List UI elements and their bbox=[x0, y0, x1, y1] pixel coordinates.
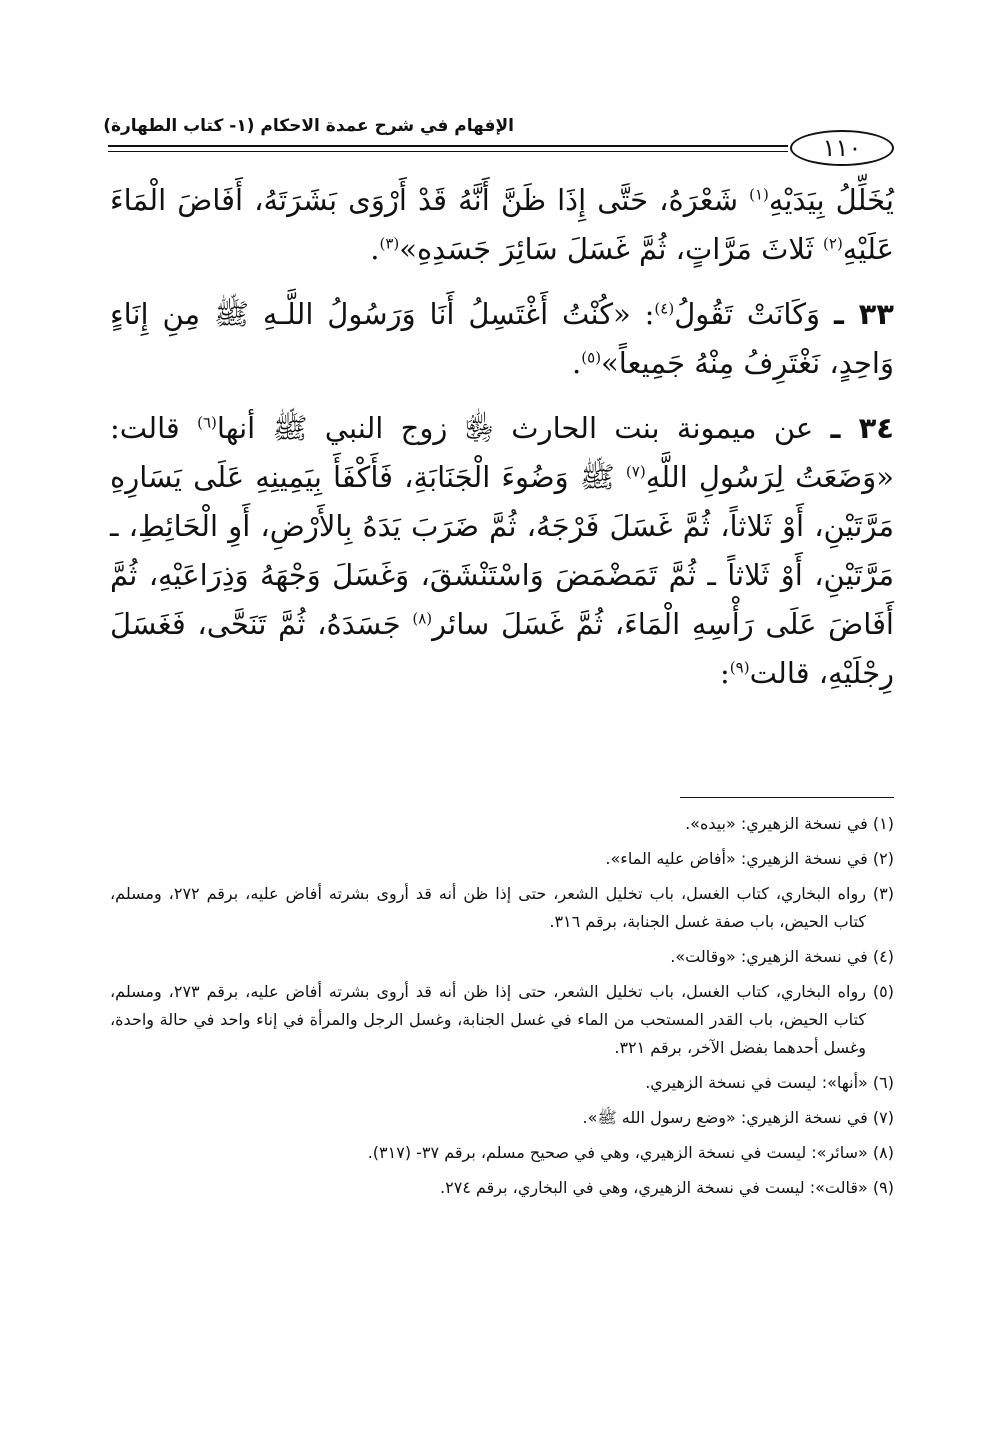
hadith-number: ٣٤ ـ bbox=[830, 411, 895, 445]
footnote-divider bbox=[680, 797, 894, 798]
running-title: الإفهام في شرح عمدة الاحكام (١- كتاب الطهارة) bbox=[103, 116, 514, 136]
hadith-34: ٣٤ ـ عن ميمونة بنت الحارث ﵂ زوج النبي ﷺ أنها$^{(٦)}$ قالت: «وَضَعَتُ لِرَسُولِ اللَّهِ$^{(٧)}$ ﷺ وَضُوءَ الْجَنَابَةِ، فَأَكْفَأَ بِيَمِينِهِ عَلَى يَسَارِهِ مَرَّتَيْنِ، أَوْ ثَلاثاً، ثُمَّ غَسَلَ فَرْجَهُ، ثُمَّ ضَرَبَ يَدَهُ بِالأَرْضِ، أَوِ الْحَائِطِ، ـ مَرَّتَيْنِ، أَوْ ثَلاثاً ـ ثُمَّ تَمَضْمَضَ وَاسْتَنْشَقَ، وَغَسَلَ وَجْهَهُ وَذِرَاعَيْهِ، ثُمَّ أَفَاضَ عَلَى رَأْسِهِ الْمَاءَ، ثُمَّ غَسَلَ سائر$^{(٨)}$ جَسَدَهُ، ثُمَّ تَنَحَّى، فَغَسَلَ رِجْلَيْهِ، قالت$^{(٩)}$: bbox=[110, 411, 895, 690]
footnote: (٣) رواه البخاري، كتاب الغسل، باب تخليل الشعر، حتى إذا ظن أنه قد أروى بشرته أفاض عليه، برقم ٢٧٢، ومسلم، كتاب الحيض، باب صفة غسل الجنابة، برقم ٣١٦. bbox=[110, 884, 894, 931]
footnote-ref: (٢) bbox=[823, 234, 843, 253]
footnote: (٩) «قالت»: ليست في نسخة الزهيري، وهي في البخاري، برقم ٢٧٤. bbox=[440, 1178, 894, 1197]
footnote-ref: (٧) bbox=[625, 462, 646, 481]
header-rule-thin bbox=[108, 151, 788, 152]
footnote: (٨) «سائر»: ليست في نسخة الزهيري، وهي في صحيح مسلم، برقم ٣٧- (٣١٧). bbox=[367, 1143, 894, 1162]
footnotes bbox=[110, 810, 894, 1209]
footnote-ref: (٦) bbox=[197, 413, 217, 432]
footnote: (٤) في نسخة الزهيري: «وقالت». bbox=[670, 947, 894, 966]
header-rule bbox=[108, 145, 788, 147]
hadith-33: ٣٣ ـ وَكَانَتْ تَقُولُ$^{(٤)}$: «كُنْتُ أَغْتَسِلُ أَنَا وَرَسُولُ اللَّـهِ ﷺ مِنِ إِنَاءٍ وَاحِدٍ، نَغْتَرِفُ مِنْهُ جَمِيعاً»$^{(٥)}$. bbox=[110, 297, 895, 380]
footnote: (٦) «أنها»: ليست في نسخة الزهيري. bbox=[645, 1073, 894, 1092]
footnote-ref: (٩) bbox=[729, 658, 750, 677]
page-number: ١١٠ bbox=[790, 130, 894, 166]
main-text bbox=[110, 176, 894, 698]
footnote: (١) في نسخة الزهيري: «بيده». bbox=[685, 814, 894, 833]
footnote-ref: (٨) bbox=[412, 609, 433, 628]
paragraph-continuation: يُخَلِّلُ بِيَدَيْهِ$^{(١)}$ شَعْرَهُ، حَتَّى إِذَا ظَنَّ أَنَّهُ قَدْ أَرْوَى بَشَرَتَهُ، أَفَاضَ الْمَاءَ عَلَيْهِ$^{(٢)}$ ثَلاثَ مَرَّاتٍ، ثُمَّ غَسَلَ سَائِرَ جَسَدِهِ»$^{(٣)}$. bbox=[110, 183, 894, 266]
footnote-ref: (٣) bbox=[379, 234, 400, 253]
footnote: (٧) في نسخة الزهيري: «وضع رسول الله ﷺ». bbox=[582, 1108, 894, 1127]
footnote-ref: (١) bbox=[749, 185, 769, 204]
footnote-ref: (٤) bbox=[654, 299, 675, 318]
footnote: (٢) في نسخة الزهيري: «أفاض عليه الماء». bbox=[605, 849, 894, 868]
footnote: (٥) رواه البخاري، كتاب الغسل، باب تخليل الشعر، حتى إذا ظن أنه قد أروى بشرته أفاض عليه، برقم ٢٧٣، ومسلم، كتاب الحيض، باب القدر المستحب من الماء في غسل الجنابة، وغسل الرجل والمرأة في إناء واحد في حالة واحدة، وغسل أحدهما بفضل الآخر، برقم ٣٢١. bbox=[110, 982, 894, 1057]
page-header bbox=[103, 108, 894, 168]
hadith-number: ٣٣ ـ bbox=[833, 297, 895, 331]
footnote-ref: (٥) bbox=[581, 348, 602, 367]
